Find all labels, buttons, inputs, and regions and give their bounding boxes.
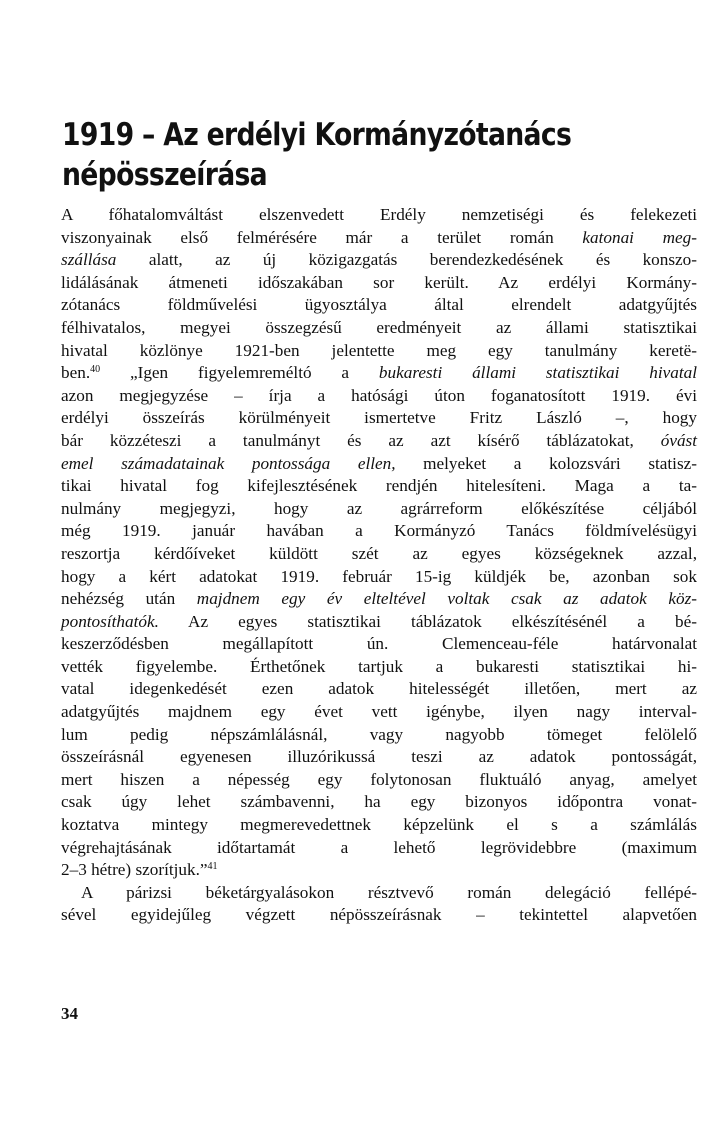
text-run: A párizsi béketárgyalásokon résztvevő román delegáció fellépé- xyxy=(81,882,697,902)
text-run: viszonyainak első felmérésére már a terület román xyxy=(61,227,583,247)
text-run: koztatva mintegy megmerevedettnek képzelünk el s a számlálás xyxy=(61,815,697,835)
italic-text: pontosíthatók. xyxy=(61,611,159,631)
text-run: nehézség után xyxy=(61,589,197,609)
text-run: nulmány megjegyzi, hogy az agrárreform előkészítése céljából xyxy=(61,498,697,518)
text-run: mert hiszen a népesség egy folytonosan fluktuáló anyag, amelyet xyxy=(61,769,697,789)
text-run: 2–3 hétre) szorítjuk.” xyxy=(61,860,208,880)
text-run: bár közzéteszi a tanulmányt és az azt kísérő táblázatokat, xyxy=(61,430,661,450)
text-run: hivatal közlönye 1921-ben jelentette meg egy tanulmány keretë- xyxy=(61,340,697,360)
text-run: erdélyi összeírás körülményeit ismertetve Fritz László –, hogy xyxy=(61,408,697,428)
text-run: keszerződésben megállapított ún. Clemenceau-féle határvonalat xyxy=(61,634,697,654)
italic-text: emel számadatainak pontossága ellen, xyxy=(61,453,396,473)
text-run: adatgyűjtés majdnem egy évet vett igénybe, ilyen nagy interval- xyxy=(61,702,697,722)
text-line xyxy=(61,475,697,498)
italic-text: bukaresti állami statisztikai hivatal xyxy=(378,363,697,383)
text-run: reszortja kérdőíveket küldött szét az egyes községeknek azzal, xyxy=(61,543,697,563)
italic-text: majdnem egy év elteltével voltak csak az adatok köz- xyxy=(196,589,698,609)
heading-line-1: 1919 – Az erdélyi Kormányzótanács xyxy=(62,117,572,153)
text-line xyxy=(61,837,697,860)
text-line xyxy=(61,407,697,430)
text-line xyxy=(61,904,697,927)
text-line xyxy=(61,498,697,521)
italic-text: katonai meg- xyxy=(582,227,697,247)
text-line xyxy=(61,859,697,882)
text-run: végrehajtásának időtartamát a lehető legrövidebbre (maximum xyxy=(61,837,697,857)
footnote-ref: 41 xyxy=(207,861,218,873)
text-line xyxy=(61,317,697,340)
heading-line-2: népösszeírása xyxy=(62,157,267,193)
text-line xyxy=(61,340,697,363)
text-line xyxy=(61,769,697,792)
text-run: alatt, az új közigazgatás berendezkedésének és konszo- xyxy=(116,250,697,270)
text-run: „Igen figyelemreméltó a xyxy=(100,363,379,383)
text-run: sével egyidejűleg végzett népösszeírásnak – tekintettel alapvetően xyxy=(61,905,697,925)
text-line xyxy=(61,701,697,724)
italic-text: szállása xyxy=(61,250,117,270)
text-line xyxy=(61,882,697,905)
text-line xyxy=(61,294,697,317)
text-line xyxy=(61,791,697,814)
text-line xyxy=(61,249,697,272)
text-run: vatal idegenkedését ezen adatok hitelességét illetően, mert az xyxy=(61,679,697,699)
text-line xyxy=(61,385,697,408)
text-line xyxy=(61,633,697,656)
text-line xyxy=(61,678,697,701)
footnote-ref: 40 xyxy=(90,364,101,376)
text-line xyxy=(61,814,697,837)
text-run: zótanács földművelési ügyosztálya által elrendelt adatgyűjtés xyxy=(61,295,697,315)
text-run: lidálásának átmeneti időszakában sor került. Az erdélyi Kormány- xyxy=(61,272,697,292)
chapter-heading xyxy=(62,115,595,195)
text-line xyxy=(61,611,697,634)
page-number: 34 xyxy=(61,1004,78,1023)
text-line xyxy=(61,566,697,589)
text-line xyxy=(61,656,697,679)
text-run: összeírásnál egyenesen illuzórikussá teszi az adatok pontosságát, xyxy=(61,747,697,767)
text-run: félhivatalos, megyei összegzésű eredményeit az állami statisztikai xyxy=(61,317,697,337)
text-run: hogy a kért adatokat 1919. február 15-ig küldjék be, azonban sok xyxy=(61,566,697,586)
text-line xyxy=(61,724,697,747)
italic-text: óvást xyxy=(660,430,697,450)
text-run: melyeket a kolozsvári statisz- xyxy=(395,453,697,473)
text-run: tikai hivatal fog kifejlesztésének rendjén hitelesíteni. Maga a ta- xyxy=(61,476,697,496)
text-line xyxy=(61,227,697,250)
text-line xyxy=(61,520,697,543)
body-paragraphs xyxy=(61,204,697,927)
text-run: csak úgy lehet számbavenni, ha egy bizonyos időpontra vonat- xyxy=(61,792,697,812)
text-line xyxy=(61,453,697,476)
text-line xyxy=(61,543,697,566)
text-run: vették figyelembe. Érthetőnek tartjuk a bukaresti statisztikai hi- xyxy=(61,656,697,676)
text-line xyxy=(61,204,697,227)
text-run: A főhatalomváltást elszenvedett Erdély nemzetiségi és felekezeti xyxy=(61,205,697,224)
text-line xyxy=(61,362,697,385)
text-run: ben. xyxy=(61,363,91,383)
text-run: lum pedig népszámlálásnál, vagy nagyobb tömeget felölelő xyxy=(61,724,697,744)
text-run: még 1919. január havában a Kormányzó Tanács földmívelésügyi xyxy=(61,521,697,541)
text-line xyxy=(61,272,697,295)
text-line xyxy=(61,746,697,769)
text-run: azon megjegyzése – írja a hatósági úton foganatosított 1919. évi xyxy=(61,385,697,405)
text-line xyxy=(61,430,697,453)
text-line xyxy=(61,588,697,611)
text-run: Az egyes statisztikai táblázatok elkészítésénél a bé- xyxy=(158,611,697,631)
